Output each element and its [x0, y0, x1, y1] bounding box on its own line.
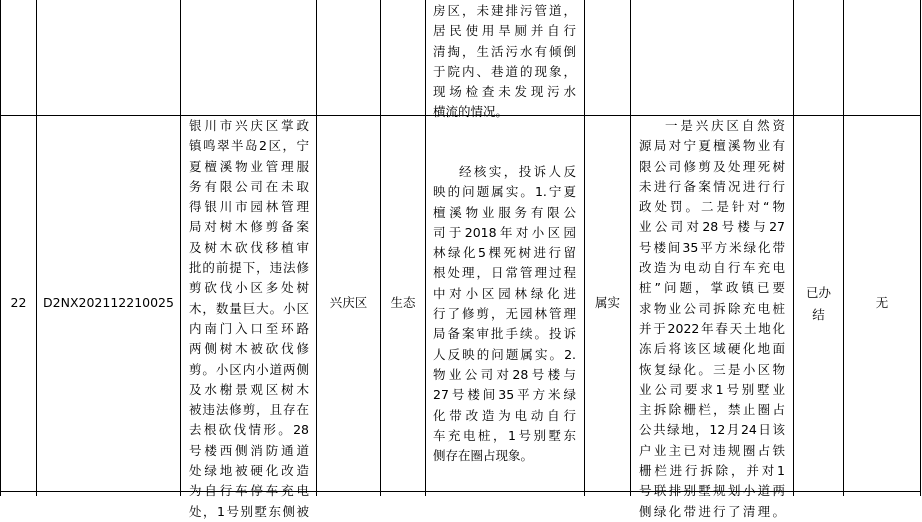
text-line: 行了修剪，无园林管理	[433, 306, 576, 322]
text-line: 林绿化5棵死树进行留	[433, 245, 576, 261]
text-line: 批的前提下，违法修	[189, 260, 309, 276]
text-line: 未进行备案情况进行行	[639, 178, 785, 194]
text-line: 人反映的问题属实。2.	[433, 346, 576, 362]
text-line: 物业公司对28号楼与	[433, 366, 576, 382]
text-line: 及树木砍伐移植审	[189, 239, 309, 255]
category-cell	[381, 116, 425, 491]
text-line: 户业主已对违规圈占铁	[639, 442, 785, 458]
text-line: 一是兴庆区自然资	[665, 118, 785, 133]
row-index-cell	[1, 116, 36, 491]
text-line: 侧存在圈占现象。	[433, 448, 534, 464]
text-line: 处绿地被硬化改造	[189, 463, 309, 479]
text-line: 源局对宁夏檀溪物业有	[639, 138, 785, 154]
text-line: 务有限公司在未取	[189, 178, 309, 194]
text-line: 化带改造为电动自行	[433, 407, 576, 423]
text-line: 根处理，日常管理过程	[433, 265, 576, 281]
text-line: 被违法修剪，且存在	[189, 402, 309, 418]
category: 生态	[390, 295, 416, 311]
text-line: 现场检查未发现污水	[433, 84, 576, 100]
text-line: 侧绿化带进行了清理。	[639, 503, 785, 519]
text-line: 映的问题属实。1.宁夏	[433, 184, 576, 200]
text-line: 改造为电动自行车充电	[639, 260, 785, 276]
text-line: 并于2022年春天土地化	[639, 320, 785, 336]
text-line: 冻后将该区域硬化地面	[639, 341, 785, 357]
text-line: 檀溪物业服务有限公	[433, 204, 576, 220]
text-line: 司于2018年对小区园	[433, 224, 576, 240]
text-line: 27号楼间35平方米绿	[433, 387, 576, 403]
text-line: 业公司对28号楼与27	[639, 219, 785, 235]
text-line: 内南门入口至环路	[189, 320, 309, 336]
investigation-cell	[433, 162, 576, 466]
col-border-2	[180, 0, 181, 496]
rectification-cell	[639, 116, 785, 519]
text-line: 号楼间35平方米绿化带	[639, 239, 785, 255]
prev-row-investigation-cell	[433, 1, 576, 123]
text-line: 限公司修剪及处理死树	[639, 158, 785, 174]
status: 已办结	[805, 284, 831, 322]
text-line: 于院内、巷道的现象，	[433, 63, 576, 79]
text-line: 横流的情况。	[433, 104, 509, 120]
text-line: 居民使用旱厕并自行	[433, 23, 576, 39]
text-line: 经核实，投诉人反	[459, 164, 576, 179]
text-line: 求物业公司拆除充电桩	[639, 300, 785, 316]
text-line: 银川市兴庆区掌政	[189, 118, 309, 133]
text-line: 剪砍伐小区多处树	[189, 280, 309, 296]
district: 兴庆区	[329, 295, 368, 311]
col-border-10	[920, 0, 921, 496]
text-line: 恢复绿化。三是小区物	[639, 361, 785, 377]
text-line: 及水榭景观区树木	[189, 381, 309, 397]
text-line: 局对树木修剪备案	[189, 219, 309, 235]
text-line: 中对小区园林绿化进	[433, 285, 576, 301]
status-cell	[794, 116, 843, 491]
case-id: D2NX202112210025	[43, 295, 174, 311]
text-line: 桩”问题，掌政镇已要	[639, 280, 785, 296]
case-id-cell	[37, 116, 180, 491]
text-line: 夏檀溪物业管理服	[189, 158, 309, 174]
text-line: 栅栏进行拆除，并对1	[639, 463, 785, 479]
text-line: 业公司要求1号别墅业	[639, 381, 785, 397]
verdict: 属实	[594, 295, 620, 311]
text-line: 清掏，生活污水有倾倒	[433, 43, 576, 59]
text-line: 号联排别墅规划小道两	[639, 483, 785, 499]
text-line: 公共绿地，12月24日该	[639, 422, 785, 438]
text-line: 去根砍伐情形。28	[189, 422, 309, 438]
text-line: 得银川市园林管理	[189, 199, 309, 215]
col-border-5	[425, 0, 426, 496]
text-line: 两侧树木被砍伐修	[189, 341, 309, 357]
text-line: 为自行车停车充电	[189, 483, 309, 499]
accountability: 无	[875, 295, 889, 311]
accountability-cell	[844, 116, 920, 491]
row-index: 22	[10, 295, 27, 311]
complaint-content-cell	[189, 116, 309, 519]
text-line: 政处罚。二是针对“物	[639, 199, 785, 215]
text-line: 号楼西侧消防通道	[189, 442, 309, 458]
text-line: 房区，未建排污管道，	[433, 3, 576, 18]
verdict-cell	[585, 116, 630, 491]
text-line: 局备案审批手续。投诉	[433, 326, 576, 342]
district-cell	[317, 116, 380, 491]
text-line: 车充电桩，1号别墅东	[433, 427, 576, 443]
text-line: 木，数量巨大。小区	[189, 300, 309, 316]
text-line: 剪。小区内小道两侧	[189, 361, 309, 377]
col-border-7	[630, 0, 631, 496]
text-line: 主拆除栅栏，禁止圈占	[639, 402, 785, 418]
text-line: 处，1号别墅东侧被	[189, 503, 309, 519]
text-line: 镇鸣翠半岛2区，宁	[189, 138, 309, 154]
